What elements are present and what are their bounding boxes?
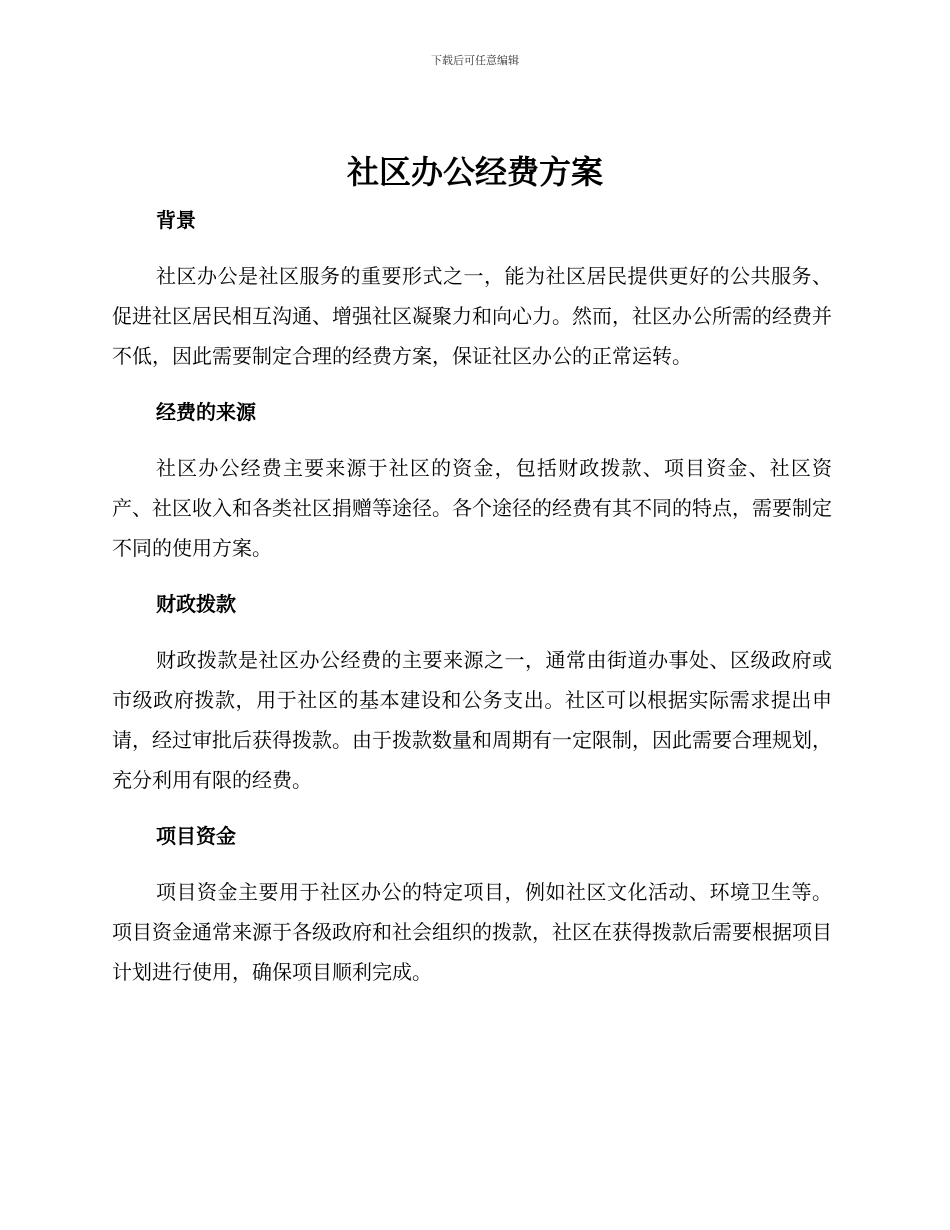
document-title: 社区办公经费方案 [346, 153, 603, 191]
header-note: 下载后可任意编辑 [431, 54, 519, 67]
section-paragraph: 财政拨款是社区办公经费的主要来源之一，通常由街道办事处、区级政府或市级政府拨款，用于社区的基本建设和公务支出。社区可以根据实际需求提出申请，经过审批后获得拨款。由于拨款数量和周期有一定限制，因此需要合理规划，充分利用有限的经费。 [112, 648, 832, 792]
section-heading: 财政拨款 [156, 592, 236, 616]
section-heading: 经费的来源 [156, 400, 256, 424]
section-funding-sources [112, 394, 832, 586]
section-heading: 背景 [156, 208, 196, 232]
section-paragraph: 社区办公是社区服务的重要形式之一，能为社区居民提供更好的公共服务、促进社区居民相互沟通、增强社区凝聚力和向心力。然而，社区办公所需的经费并不低，因此需要制定合理的经费方案，保证社区办公的正常运转。 [112, 264, 832, 368]
section-paragraph: 社区办公经费主要来源于社区的资金，包括财政拨款、项目资金、社区资产、社区收入和各类社区捐赠等途径。各个途径的经费有其不同的特点，需要制定不同的使用方案。 [112, 456, 832, 560]
section-background [112, 202, 832, 394]
section-fiscal-appropriation [112, 586, 832, 818]
document-body [112, 202, 832, 992]
section-paragraph: 项目资金主要用于社区办公的特定项目，例如社区文化活动、环境卫生等。项目资金通常来源于各级政府和社会组织的拨款，社区在获得拨款后需要根据项目计划进行使用，确保项目顺利完成。 [112, 880, 832, 984]
section-project-funds [112, 818, 832, 992]
section-heading: 项目资金 [156, 824, 236, 848]
